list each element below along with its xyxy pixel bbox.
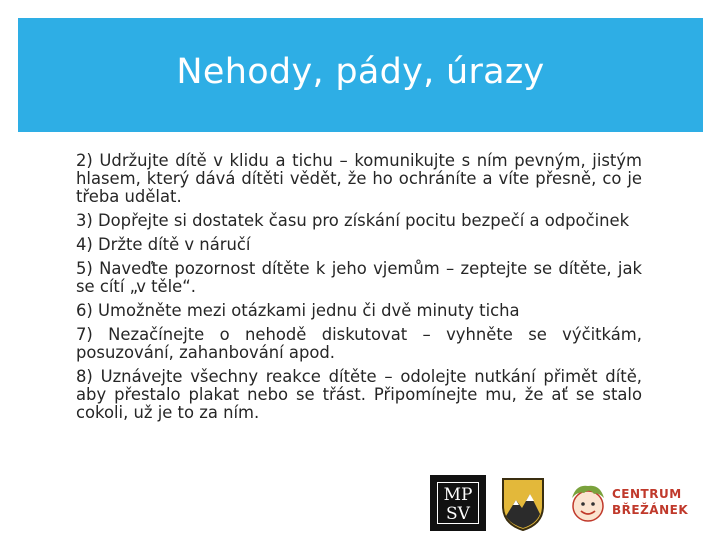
paragraph-4: 4) Držte dítě v náručí bbox=[76, 235, 251, 254]
mpsv-logo-line1: MP bbox=[443, 485, 473, 505]
mpsv-logo-icon bbox=[430, 475, 486, 531]
paragraph-7: 7) Nezačínejte o nehodě diskutovat – vyhněte se výčitkám, posuzování, zahanbování apod. bbox=[76, 325, 642, 362]
mpsv-logo-line2: SV bbox=[446, 504, 470, 524]
coat-of-arms-icon bbox=[500, 476, 546, 532]
paragraph-5: 5) Naveďte pozornost dítěte k jeho vjemům – zeptejte se dítěte, jak se cítí „v těle“. bbox=[76, 259, 642, 296]
paragraph-8: 8) Uznávejte všechny reakce dítěte – odolejte nutkání přimět dítě, aby přestalo plakat nebo se třást. Připomínejte mu, že ať se stalo cokoli, už je to za ním. bbox=[76, 367, 642, 422]
slide-title: Nehody, pády, úrazy bbox=[176, 52, 545, 92]
paragraph-2: 2) Udržujte dítě v klidu a tichu – komunikujte s ním pevným, jistým hlasem, který dává dítěti vědět, že ho ochráníte a víte přesně, co je třeba udělat. bbox=[76, 151, 642, 206]
slide-content bbox=[76, 152, 642, 428]
centrum-brezanek-logo-icon bbox=[566, 482, 696, 524]
centrum-logo-line2: BŘEŽÁNEK bbox=[612, 503, 689, 517]
paragraph-3: 3) Dopřejte si dostatek času pro získání pocitu bezpečí a odpočinek bbox=[76, 211, 630, 230]
paragraph-6: 6) Umožněte mezi otázkami jednu či dvě minuty ticha bbox=[76, 301, 520, 320]
child-face-icon bbox=[566, 482, 610, 524]
centrum-logo-line1: CENTRUM bbox=[612, 487, 682, 501]
title-bar bbox=[18, 18, 703, 132]
